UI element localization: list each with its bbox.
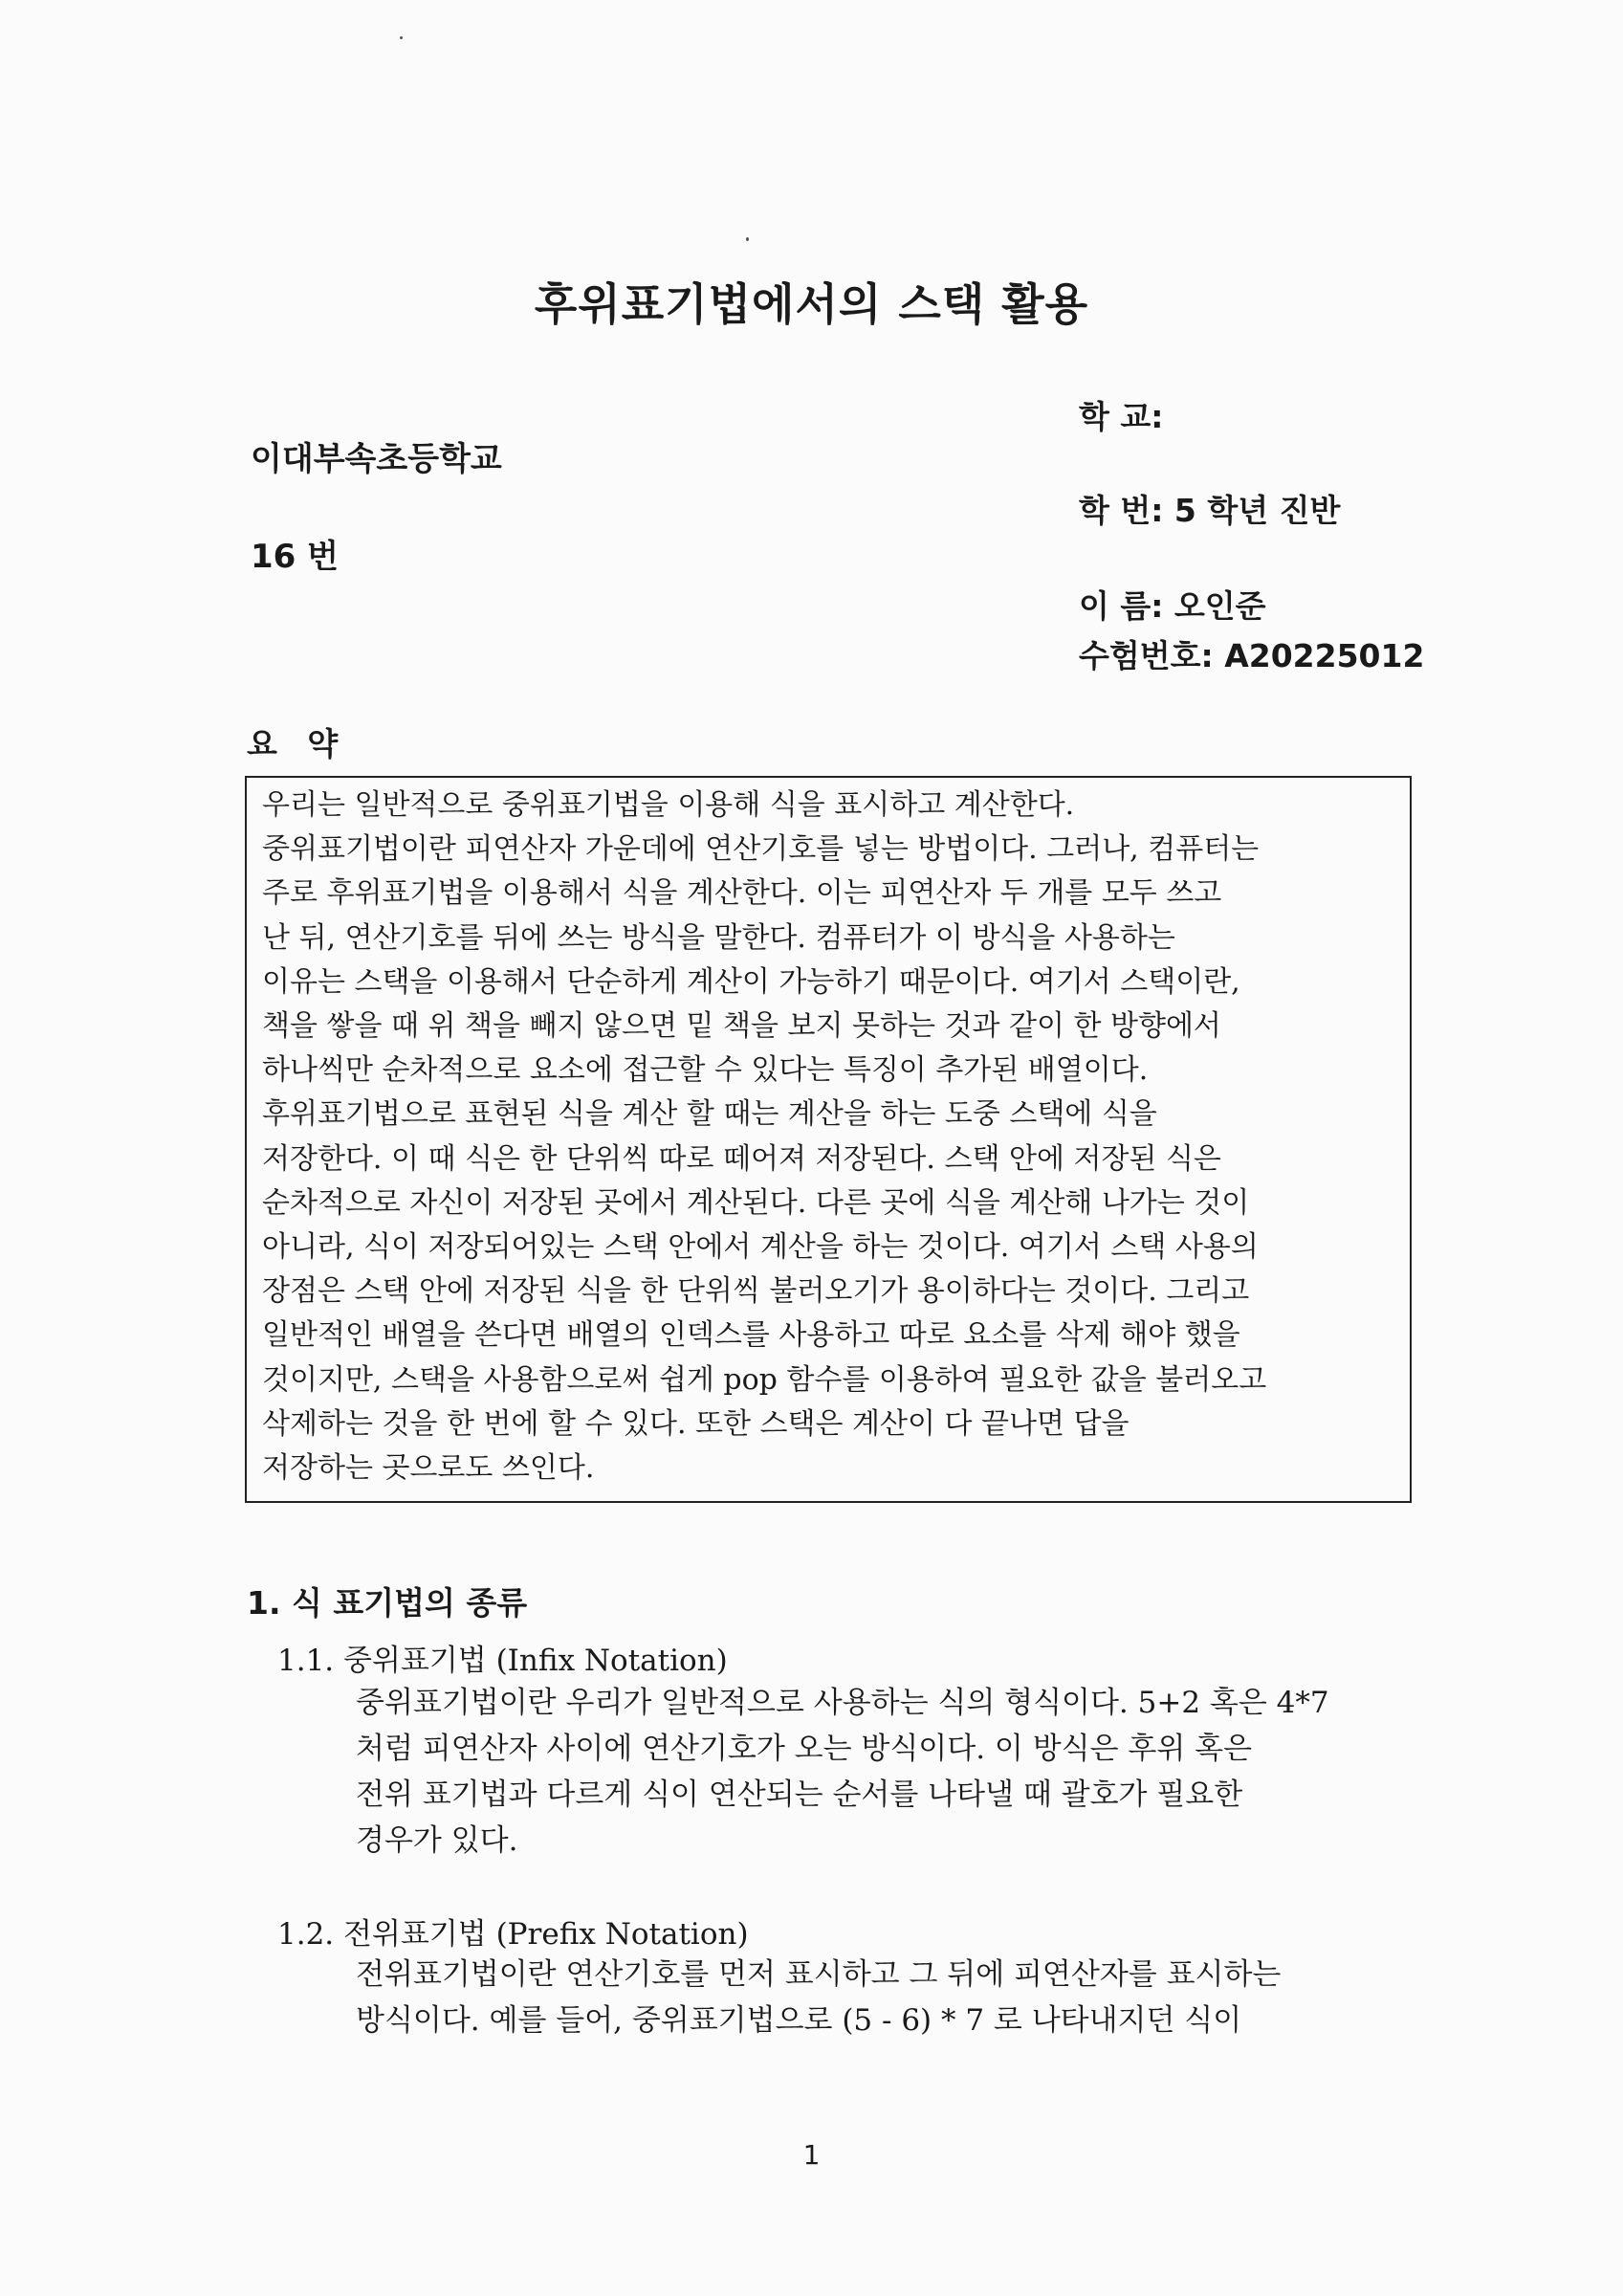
- abstract-line: 것이지만, 스택을 사용함으로써 쉽게 pop 함수를 이용하여 필요한 값을 불러오고: [262, 1362, 1267, 1397]
- abstract-line: 순차적으로 자신이 저장된 곳에서 계산된다. 다른 곳에 식을 계산해 나가는 것이: [262, 1185, 1250, 1220]
- section-heading: 1. 식 표기법의 종류: [247, 1584, 528, 1622]
- abstract-line: 하나씩만 순차적으로 요소에 접근할 수 있다는 특징이 추가된 배열이다.: [262, 1053, 1149, 1088]
- scan-speck: [400, 36, 403, 39]
- student-number: 16 번: [251, 538, 339, 576]
- abstract-line: 우리는 일반적으로 중위표기법을 이용해 식을 표시하고 계산한다.: [262, 788, 1075, 822]
- subsection-heading-prefix: 1.2. 전위표기법 (Prefix Notation): [277, 1917, 749, 1952]
- paragraph-line: 중위표기법이란 우리가 일반적으로 사용하는 식의 형식이다. 5+2 혹은 4*7: [356, 1686, 1329, 1720]
- paper-title: 후위표기법에서의 스택 활용: [534, 278, 1089, 330]
- abstract-heading: 요 약: [247, 725, 348, 762]
- abstract-line: 삭제하는 것을 한 번에 할 수 있다. 또한 스택은 계산이 다 끝나면 답을: [262, 1406, 1130, 1441]
- abstract-line: 중위표기법이란 피연산자 가운데에 연산기호를 넣는 방법이다. 그러나, 컴퓨터는: [262, 832, 1260, 867]
- exam-number-label: 수험번호: A20225012: [1079, 637, 1425, 674]
- abstract-line: 저장하는 곳으로도 쓰인다.: [262, 1451, 595, 1486]
- abstract-box: [245, 776, 1412, 1503]
- paragraph-line: 방식이다. 예를 들어, 중위표기법으로 (5 - 6) * 7 로 나타내지던 식이: [356, 2003, 1242, 2038]
- paragraph-infix: [356, 1680, 1329, 1864]
- student-number-label: 학 번: 5 학년 진반: [1079, 492, 1341, 529]
- abstract-line: 장점은 스택 안에 저장된 식을 한 단위씩 불러오기가 용이하다는 것이다. 그리고: [262, 1274, 1250, 1309]
- paragraph-line: 처럼 피연산자 사이에 연산기호가 오는 방식이다. 이 방식은 후위 혹은: [356, 1732, 1253, 1766]
- school-name: 이대부속초등학교: [251, 440, 502, 478]
- scan-speck: [746, 237, 749, 241]
- paragraph-prefix: [356, 1952, 1281, 2043]
- subsection-heading-infix: 1.1. 중위표기법 (Infix Notation): [277, 1644, 728, 1678]
- abstract-line: 저장한다. 이 때 식은 한 단위씩 따로 떼어져 저장된다. 스택 안에 저장된 식은: [262, 1141, 1221, 1176]
- abstract-line: 책을 쌓을 때 위 책을 빼지 않으면 밑 책을 보지 못하는 것과 같이 한 방향에서: [262, 1009, 1221, 1044]
- abstract-line: 이유는 스택을 이용해서 단순하게 계산이 가능하기 때문이다. 여기서 스택이란,: [262, 964, 1240, 999]
- abstract-line: 주로 후위표기법을 이용해서 식을 계산한다. 이는 피연산자 두 개를 모두 쓰고: [262, 876, 1222, 911]
- school-label: 학 교:: [1079, 398, 1164, 435]
- paragraph-line: 전위표기법이란 연산기호를 먼저 표시하고 그 뒤에 피연산자를 표시하는: [356, 1957, 1282, 1992]
- page-number: 1: [802, 2139, 821, 2171]
- paragraph-line: 경우가 있다.: [356, 1823, 518, 1858]
- abstract-line: 일반적인 배열을 쓴다면 배열의 인덱스를 사용하고 따로 요소를 삭제 해야 했을: [262, 1318, 1240, 1353]
- paragraph-line: 전위 표기법과 다르게 식이 연산되는 순서를 나타낼 때 괄호가 필요한: [356, 1777, 1243, 1812]
- abstract-line: 아니라, 식이 저장되어있는 스택 안에서 계산을 하는 것이다. 여기서 스택 사용의: [262, 1230, 1259, 1265]
- abstract-line: 후위표기법으로 표현된 식을 계산 할 때는 계산을 하는 도중 스택에 식을: [262, 1097, 1157, 1132]
- name-label: 이 름: 오인준: [1079, 587, 1266, 625]
- abstract-line: 난 뒤, 연산기호를 뒤에 쓰는 방식을 말한다. 컴퓨터가 이 방식을 사용하는: [262, 920, 1175, 955]
